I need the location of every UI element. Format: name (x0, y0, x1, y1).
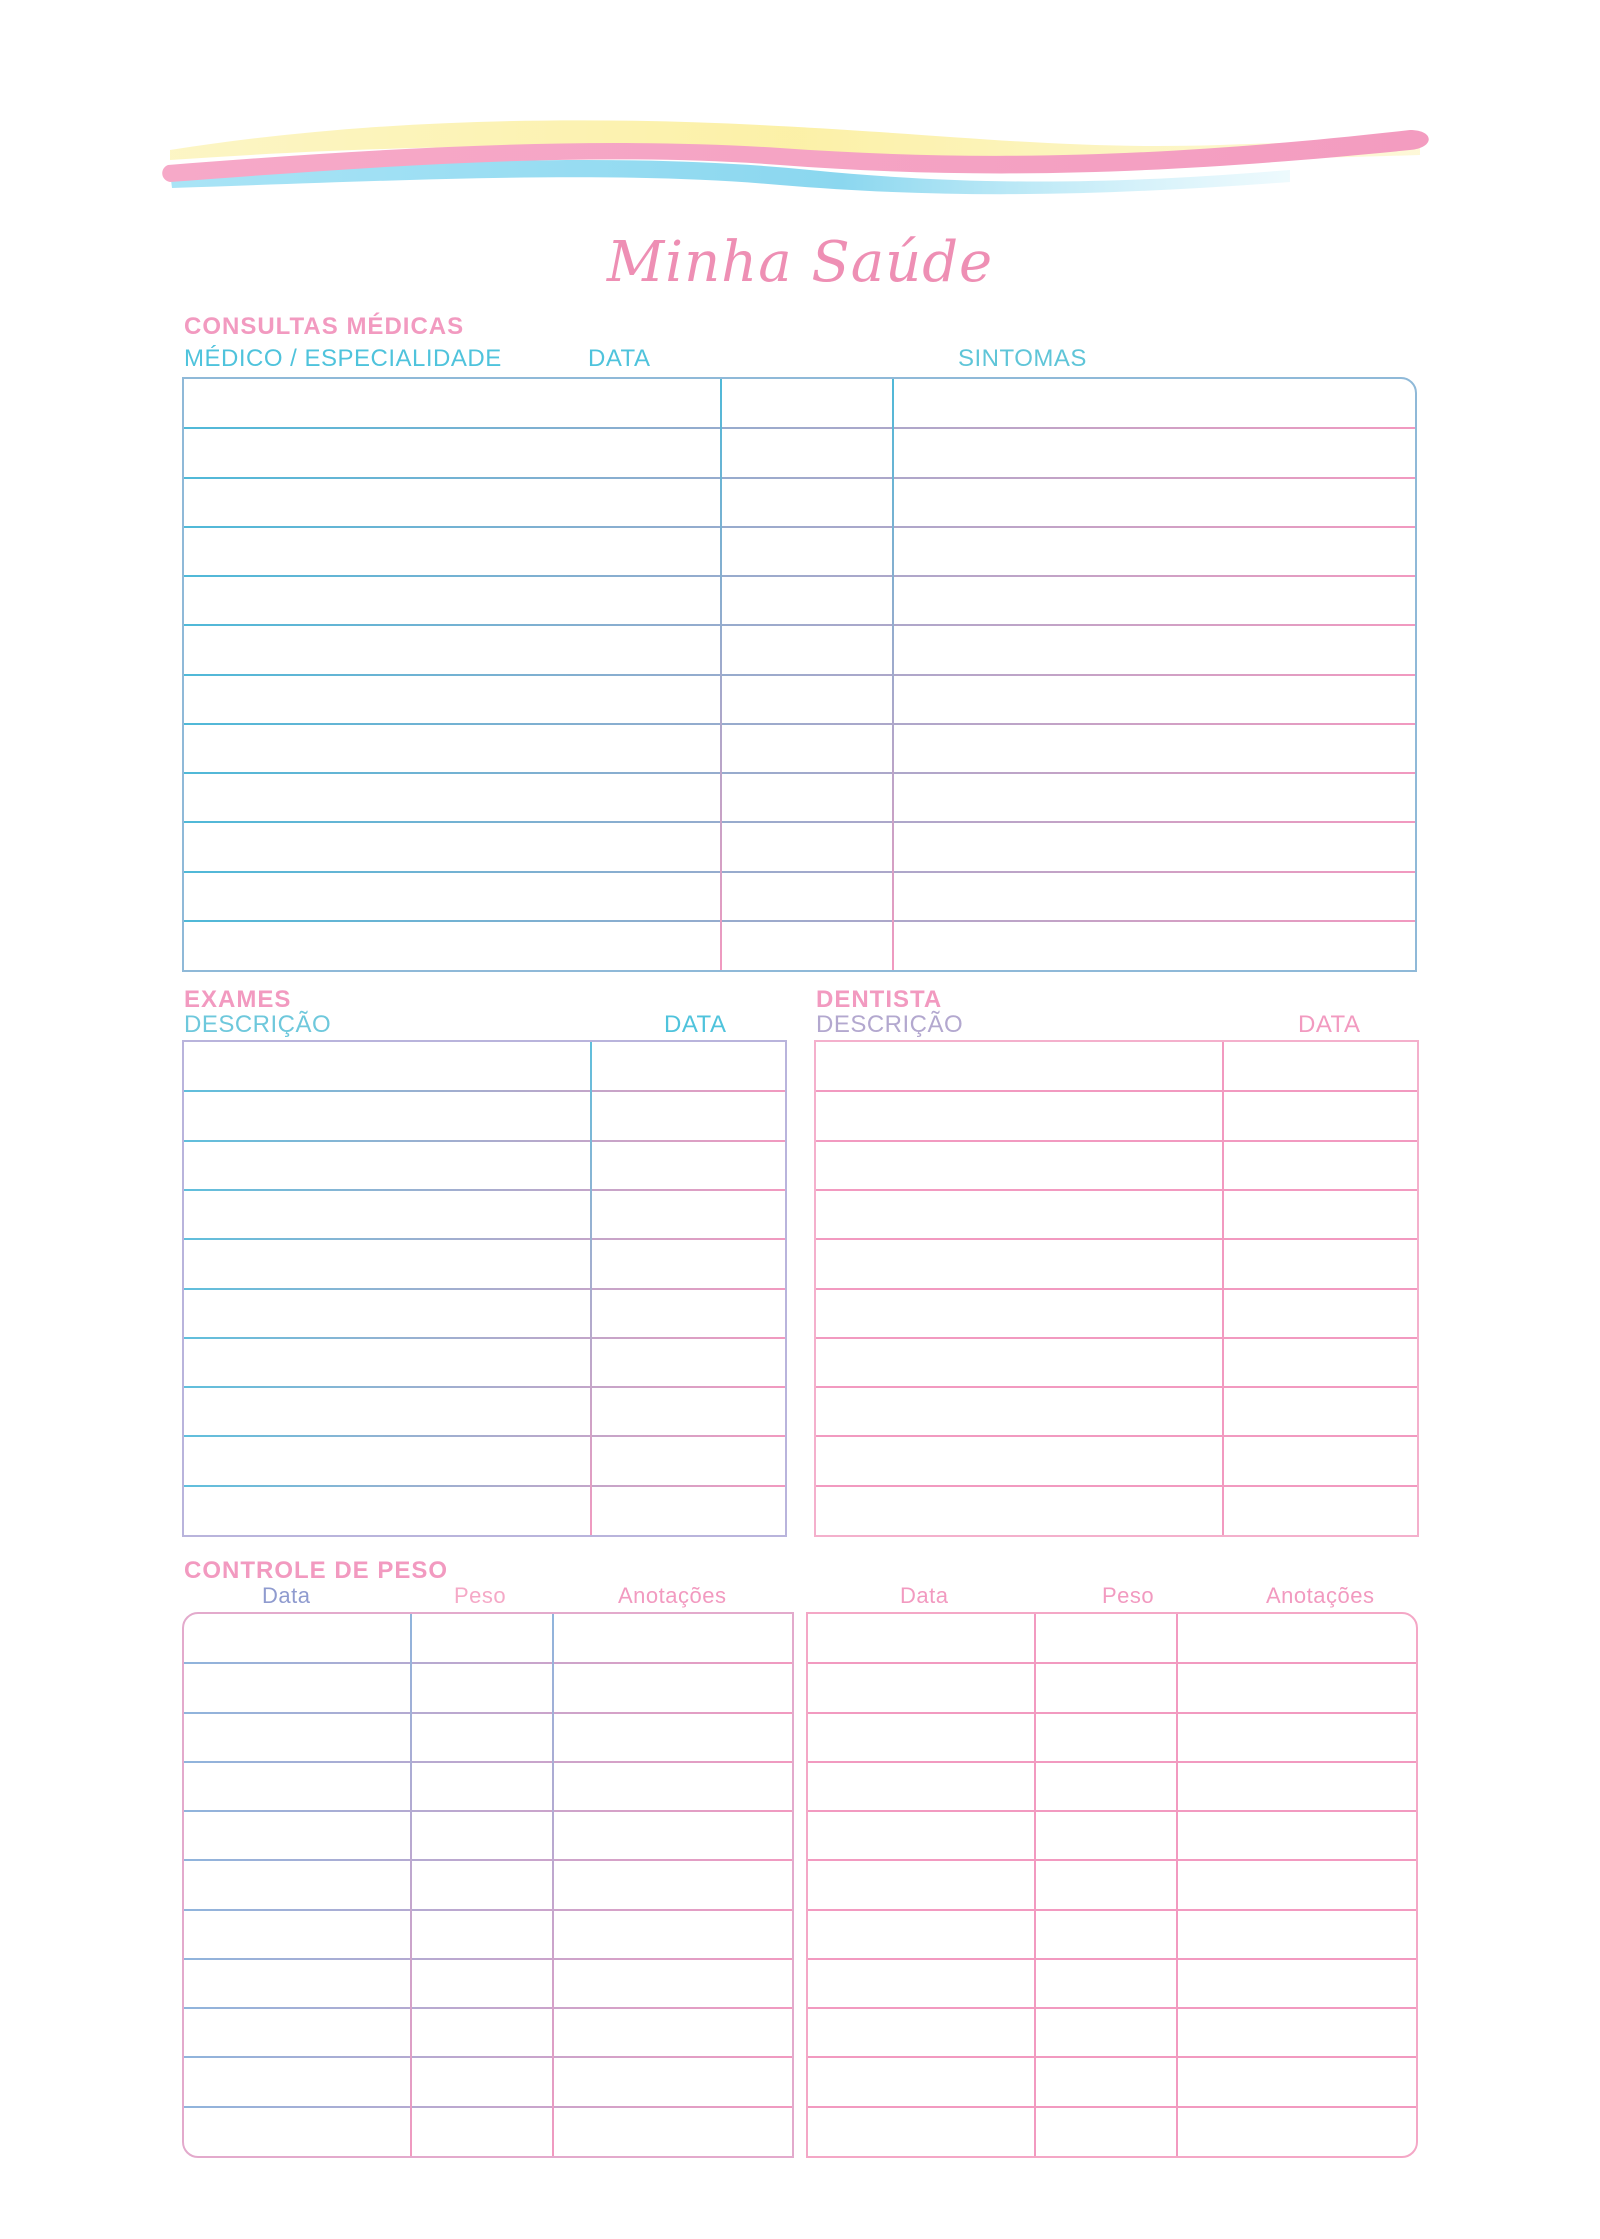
table-row-line (808, 1662, 1416, 1664)
table-row-line (808, 1761, 1416, 1763)
table-row-line (816, 1090, 1417, 1092)
table-row-line (184, 723, 1415, 725)
peso-right-col-peso: Peso (1102, 1583, 1155, 1608)
table-row-line (184, 1485, 785, 1487)
table-row-line (184, 2007, 792, 2009)
table-column-line (410, 1614, 412, 2156)
table-row-line (184, 1090, 785, 1092)
consultas-col-data: DATA (588, 345, 651, 372)
exames-table[interactable] (182, 1040, 787, 1537)
table-column-line (1222, 1042, 1224, 1535)
peso-right-col-data: Data (900, 1583, 949, 1608)
exames-col-data: DATA (664, 1011, 727, 1038)
consultas-col-medico: MÉDICO / ESPECIALIDADE (184, 345, 502, 372)
dentista-section-title: DENTISTA (816, 986, 943, 1013)
table-row-line (808, 2056, 1416, 2058)
dentista-col-data: DATA (1298, 1011, 1361, 1038)
table-column-line (892, 379, 894, 970)
peso-left-col-peso: Peso (454, 1583, 507, 1608)
dentista-col-descricao: DESCRIÇÃO (816, 1011, 964, 1038)
table-row-line (816, 1337, 1417, 1339)
table-row-line (184, 674, 1415, 676)
table-row-line (184, 1189, 785, 1191)
table-column-line (1176, 1614, 1178, 2156)
table-row-line (816, 1288, 1417, 1290)
table-row-line (184, 1958, 792, 1960)
table-row-line (184, 1810, 792, 1812)
table-column-line (590, 1042, 592, 1535)
peso-left-table[interactable] (182, 1612, 794, 2158)
table-row-line (184, 1238, 785, 1240)
table-row-line (816, 1189, 1417, 1191)
table-row-line (184, 1386, 785, 1388)
dentista-table[interactable] (814, 1040, 1419, 1537)
table-row-line (184, 526, 1415, 528)
table-row-line (184, 1909, 792, 1911)
table-column-line (720, 379, 722, 970)
table-row-line (808, 1958, 1416, 1960)
table-row-line (808, 2007, 1416, 2009)
consultas-col-sintomas: SINTOMAS (958, 345, 1087, 372)
table-row-line (184, 624, 1415, 626)
peso-right-table[interactable] (806, 1612, 1418, 2158)
table-row-line (184, 772, 1415, 774)
table-column-line (1034, 1614, 1036, 2156)
table-row-line (808, 1859, 1416, 1861)
table-row-line (184, 1859, 792, 1861)
table-row-line (184, 1662, 792, 1664)
table-row-line (184, 1140, 785, 1142)
table-row-line (184, 1435, 785, 1437)
table-row-line (184, 2106, 792, 2108)
exames-col-descricao: DESCRIÇÃO (184, 1011, 332, 1038)
table-row-line (184, 920, 1415, 922)
exames-section-title: EXAMES (184, 986, 292, 1013)
table-row-line (184, 1712, 792, 1714)
table-row-line (808, 1712, 1416, 1714)
peso-section-title: CONTROLE DE PESO (184, 1557, 449, 1584)
table-row-line (184, 575, 1415, 577)
table-row-line (816, 1386, 1417, 1388)
table-row-line (816, 1238, 1417, 1240)
table-row-line (808, 1810, 1416, 1812)
table-row-line (184, 1337, 785, 1339)
table-row-line (184, 821, 1415, 823)
peso-left-col-data: Data (262, 1583, 311, 1608)
table-row-line (816, 1485, 1417, 1487)
consultas-section-title: CONSULTAS MÉDICAS (184, 313, 465, 340)
table-row-line (808, 2106, 1416, 2108)
table-row-line (816, 1435, 1417, 1437)
table-row-line (184, 2056, 792, 2058)
consultas-table[interactable] (182, 377, 1417, 972)
table-row-line (184, 1288, 785, 1290)
page-title: Minha Saúde (606, 230, 994, 295)
table-row-line (184, 427, 1415, 429)
peso-left-col-anotacoes: Anotações (618, 1583, 727, 1608)
table-row-line (808, 1909, 1416, 1911)
table-row-line (816, 1140, 1417, 1142)
peso-right-col-anotacoes: Anotações (1266, 1583, 1375, 1608)
table-row-line (184, 871, 1415, 873)
table-row-line (184, 1761, 792, 1763)
table-column-line (552, 1614, 554, 2156)
decorative-wave (160, 110, 1440, 200)
table-row-line (184, 477, 1415, 479)
